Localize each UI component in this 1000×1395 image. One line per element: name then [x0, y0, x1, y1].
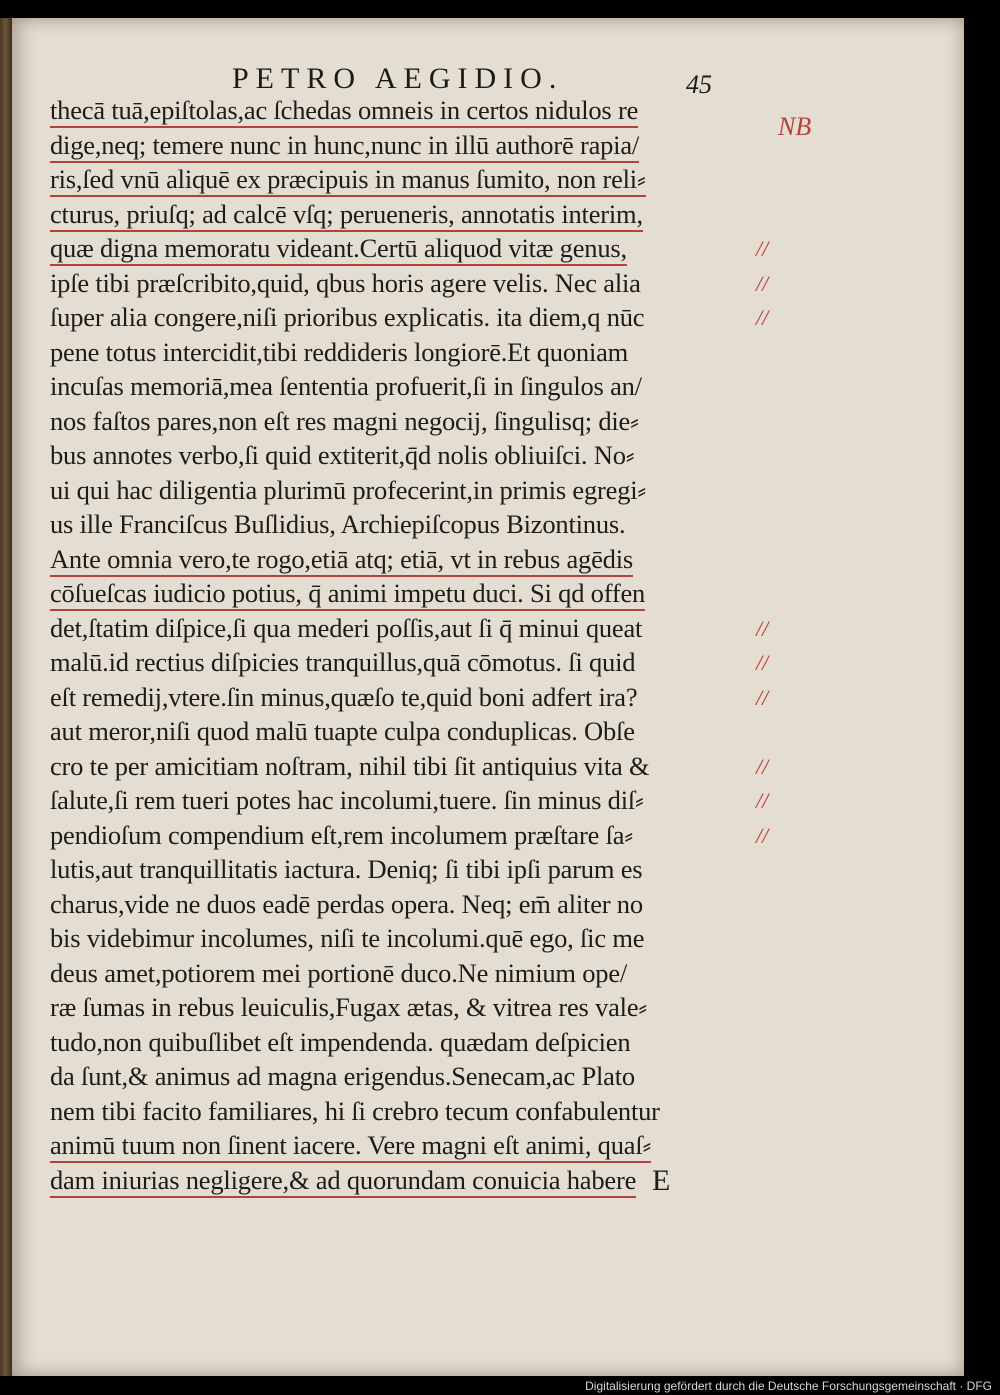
- text-line: [50, 507, 770, 542]
- text-line-content: pendioſum compendium eſt,rem incolumem præſtare ſa⸗: [50, 819, 633, 850]
- text-line: [50, 300, 770, 335]
- text-line: [50, 1059, 770, 1094]
- text-line: [50, 749, 770, 784]
- text-line-content: dige,neq; temere nunc in hunc,nunc in illū authorē rapia/: [50, 130, 639, 163]
- text-line: [50, 404, 770, 439]
- text-line: [50, 1094, 770, 1129]
- text-line: [50, 956, 770, 991]
- text-line-content: ui qui hac diligentia plurimū profecerint,in primis egregi⸗: [50, 474, 647, 505]
- text-line-content: malū.id rectius diſpicies tranquillus,quā cōmotus. ſi quid: [50, 647, 636, 677]
- text-line-content: cturus, priuſq; ad calcē vſq; perueneris, annotatis interim,: [50, 199, 643, 232]
- text-line: [50, 162, 770, 197]
- text-line: [50, 887, 770, 922]
- text-line: [50, 611, 770, 646]
- text-line-content: deus amet,potiorem mei portionē duco.Ne nimium ope/: [50, 957, 628, 988]
- text-line: [50, 473, 770, 508]
- text-line: [50, 369, 770, 404]
- running-head: PETRO AEGIDIO.: [232, 62, 564, 95]
- text-line-content: cōſueſcas iudicio potius, q̄ animi impetu duci. Si qd offen: [50, 578, 645, 611]
- margin-mark: //: [756, 788, 769, 813]
- text-line-content: ræ ſumas in rebus leuiculis,Fugax ætas, & vitrea res vale⸗: [50, 992, 648, 1022]
- text-line-content: bus annotes verbo,ſi quid extiterit,q̄d nolis obliuiſci. No⸗: [50, 440, 635, 470]
- text-line: [50, 231, 770, 266]
- text-line-content: cro te per amicitiam noſtram, nihil tibi ſit antiquius vita &: [50, 750, 650, 781]
- margin-mark: //: [756, 753, 769, 779]
- text-line: [50, 645, 770, 680]
- text-line: [50, 783, 770, 818]
- text-line-content: thecā tuā,epiſtolas,ac ſchedas omneis in certos nidulos re: [50, 95, 638, 128]
- text-line-content: tudo,non quibuſlibet eſt impendenda. quædam deſpicien: [50, 1026, 631, 1057]
- text-line-content: bis videbimur incolumes, niſi te incolumi.quē ego, ſic me: [50, 923, 645, 953]
- text-line-content: ris,ſed vnū aliquē ex præcipuis in manus ſumito, non reli⸗: [50, 164, 646, 197]
- text-line-content: ſalute,ſi rem tueri potes hac incolumi,tuere. ſin minus diſ⸗: [50, 785, 644, 815]
- text-line-content: charus,vide ne duos eadē perdas opera. Neq; em̄ aliter no: [50, 888, 643, 919]
- text-line-content: nos faſtos pares,non eſt res magni negocij, ſingulisq; die⸗: [50, 405, 639, 436]
- text-line-content: animū tuum non ſinent iacere. Vere magni eſt animi, quaſ⸗: [50, 1130, 651, 1163]
- text-line: [50, 438, 770, 473]
- text-line-content: det,ſtatim diſpice,ſi qua mederi poſſis,aut ſi q̄ minui queat: [50, 612, 643, 643]
- text-line-content: quæ digna memoratu videant.Certū aliquod vitæ genus,: [50, 233, 627, 266]
- margin-mark: //: [756, 822, 769, 848]
- text-line-content: aut meror,niſi quod malū tuapte culpa conduplicas. Obſe: [50, 716, 635, 746]
- text-line: [50, 576, 770, 611]
- text-line-content: ipſe tibi præſcribito,quid, qbus horis agere velis. Nec alia: [50, 267, 641, 298]
- text-line-content: ſuper alia congere,niſi prioribus explicatis. ita diem,q nūc: [50, 302, 645, 332]
- text-line: [50, 542, 770, 577]
- text-line-content: us ille Franciſcus Buſlidius, Archiepiſcopus Bizontinus.: [50, 509, 626, 539]
- text-line: [50, 335, 770, 370]
- text-line: [50, 128, 770, 163]
- text-line: [50, 680, 770, 715]
- text-line: [50, 93, 770, 128]
- text-line: [50, 1025, 770, 1060]
- text-line: [50, 818, 770, 853]
- text-line-content: dam iniurias negligere,& ad quorundam conuicia habere: [50, 1165, 636, 1198]
- text-line-content: pene totus intercidit,tibi reddideris longiorē.Et quoniam: [50, 336, 629, 367]
- text-line-content: Ante omnia vero,te rogo,etiā atq; etiā, vt in rebus agēdis: [50, 544, 633, 577]
- text-line: [50, 197, 770, 232]
- margin-mark: //: [756, 236, 769, 261]
- margin-mark: //: [756, 650, 769, 675]
- margin-mark: //: [756, 615, 769, 641]
- margin-marks: [750, 236, 790, 848]
- text-line: [50, 1128, 770, 1163]
- margin-note-nota-bene: NB: [778, 112, 812, 141]
- text-line: [50, 266, 770, 301]
- text-line-content: nem tibi facito familiares, hi ſi crebro tecum confabulentur: [50, 1095, 660, 1126]
- text-line-content: da ſunt,& animus ad magna erigendus.Senecam,ac Plato: [50, 1061, 635, 1091]
- page-number: 45: [686, 70, 712, 99]
- text-line: [50, 714, 770, 749]
- catchword: E: [652, 1164, 671, 1197]
- margin-mark: //: [756, 270, 769, 296]
- margin-mark: //: [756, 684, 769, 710]
- text-line: [50, 921, 770, 956]
- text-line-content: lutis,aut tranquillitatis iactura. Deniq; ſi tibi ipſi parum es: [50, 854, 643, 884]
- text-line-content: eſt remedij,vtere.ſin minus,quæſo te,quid boni adfert ira?: [50, 681, 638, 712]
- text-block: [50, 93, 770, 1197]
- text-line: [50, 852, 770, 887]
- text-line-content: incuſas memoriā,mea ſententia profuerit,ſi in ſingulos an/: [50, 371, 642, 401]
- text-line: [50, 990, 770, 1025]
- funding-footer: Digitalisierung gefördert durch die Deutsche Forschungsgemeinschaft · DFG: [585, 1379, 992, 1393]
- margin-mark: //: [756, 305, 769, 330]
